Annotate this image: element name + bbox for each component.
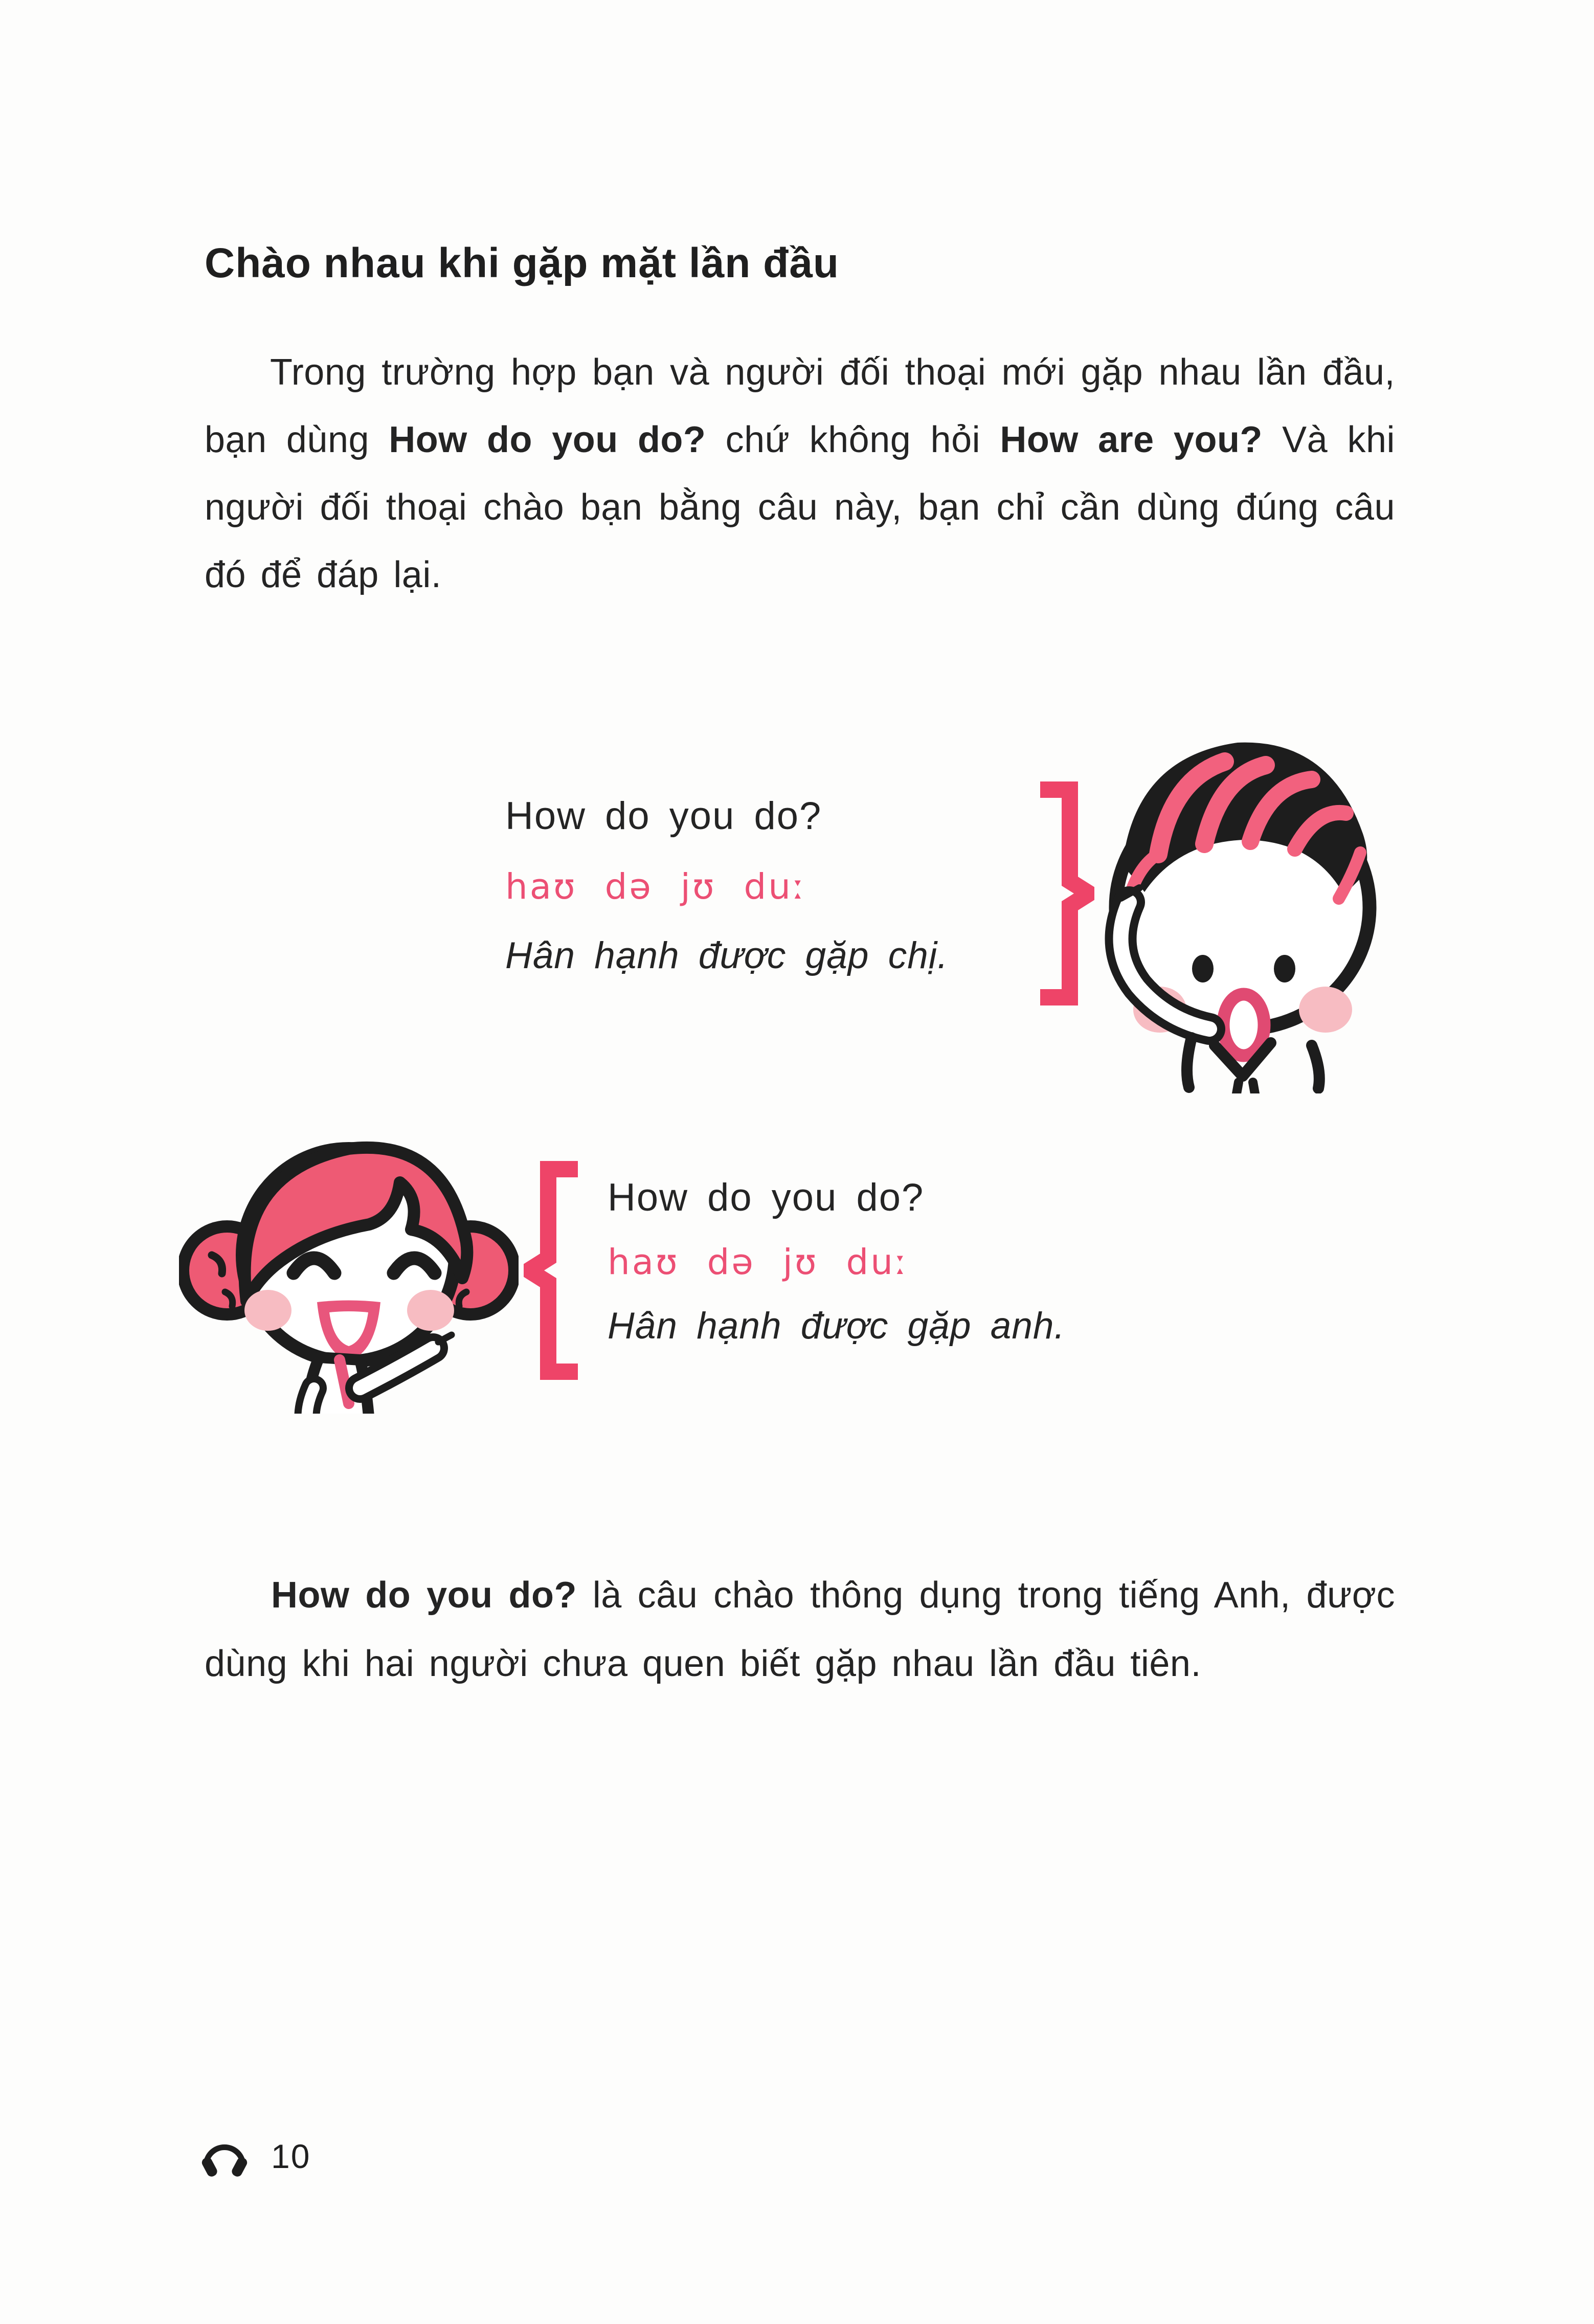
outro-paragraph (205, 1561, 1395, 1698)
boy-character-illustration (1093, 717, 1381, 1093)
page-number: 10 (271, 2137, 311, 2175)
headphones-icon (198, 2132, 251, 2181)
left-curly-brace-icon (524, 1160, 590, 1381)
page-footer (198, 2132, 310, 2181)
intro-paragraph (205, 339, 1395, 609)
intro-text-3: Và khi người đối thoại chào bạn bằng câu này, bạn chỉ cần dùng đúng câu đó để đáp lại. (205, 419, 1396, 595)
intro-bold-phrase-1: How do you do? (389, 419, 706, 460)
boy-mouth (1223, 994, 1264, 1056)
intro-text-2: chứ không hỏi (706, 419, 1000, 460)
dialogue2-ipa-line: haʊ də jʊ duː (608, 1242, 909, 1283)
girl-character-illustration (179, 1101, 519, 1414)
outro-bold-phrase: How do you do? (271, 1575, 577, 1616)
page-title: Chào nhau khi gặp mặt lần đầu (205, 240, 839, 286)
dialogue1-vietnamese-line: Hân hạnh được gặp chị. (505, 935, 949, 976)
intro-bold-phrase-2: How are you? (1000, 419, 1263, 460)
dialogue-block-boy (505, 796, 948, 976)
dialogue1-ipa-line: haʊ də jʊ duː (505, 866, 807, 907)
boy-eye-right (1274, 955, 1295, 982)
boy-eye-left (1192, 955, 1214, 982)
dialogue-block-girl (608, 1177, 1065, 1346)
outro-text: là câu chào thông dụng trong tiếng Anh, được dùng khi hai người chưa quen biết gặp nhau lần đầu tiên. (205, 1575, 1395, 1684)
intro-text-1: Trong trường hợp bạn và người đối thoại mới gặp nhau lần đầu, bạn dùng (205, 352, 1395, 460)
right-curly-brace-icon (1028, 780, 1094, 1007)
dialogue1-english-line: How do you do? (505, 794, 822, 838)
dialogue2-vietnamese-line: Hân hạnh được gặp anh. (608, 1305, 1065, 1347)
dialogue2-english-line: How do you do? (608, 1176, 925, 1219)
